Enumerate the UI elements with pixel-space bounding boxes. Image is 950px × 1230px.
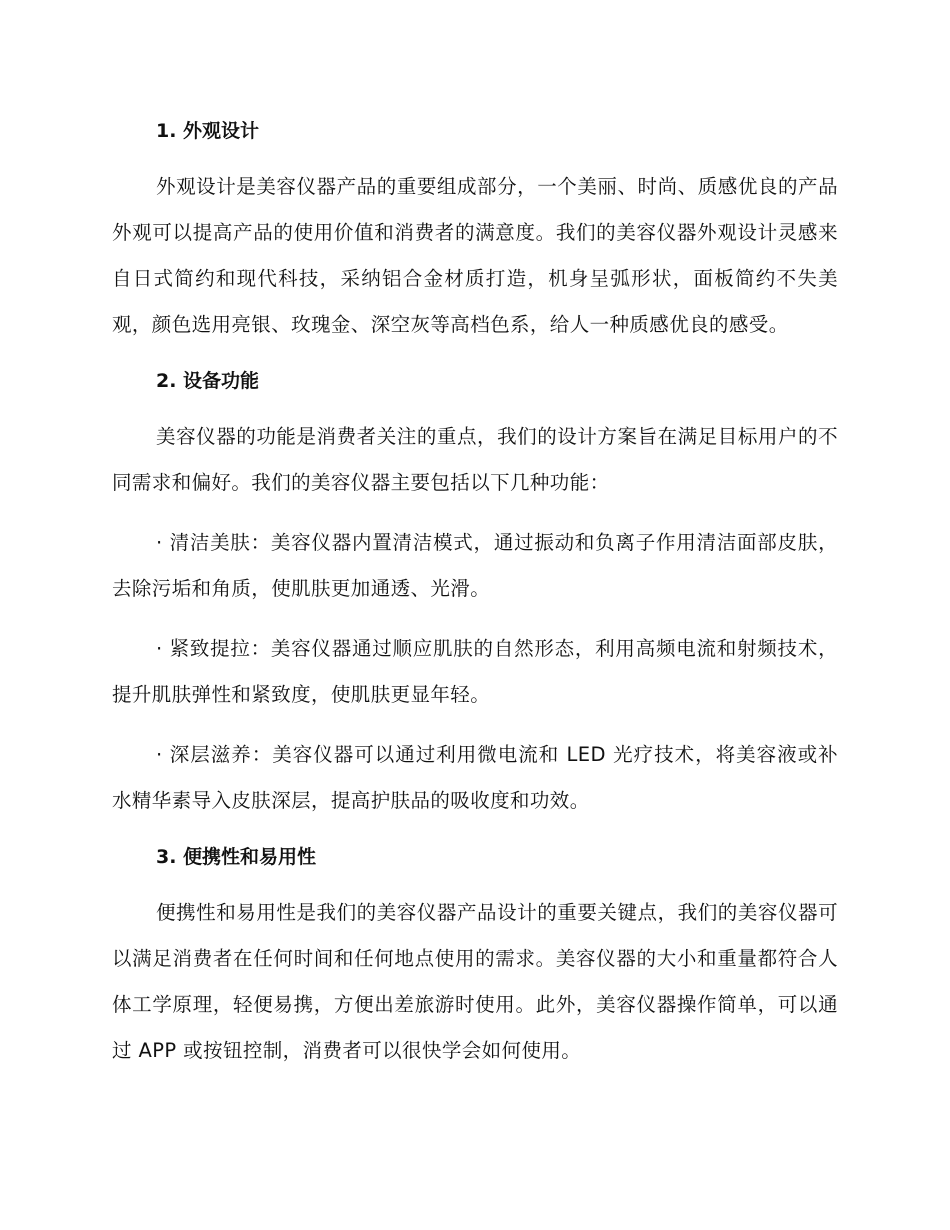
bullet-item-nourishing: · 深层滋养：美容仪器可以通过利用微电流和 LED 光疗技术，将美容液或补水精华素导入皮肤深层，提高护肤品的吸收度和功效。: [112, 743, 838, 812]
bullet-item-firming: · 紧致提拉：美容仪器通过顺应肌肤的自然形态，利用高频电流和射频技术，提升肌肤弹性和紧致度，使肌肤更显年轻。: [112, 637, 838, 706]
section-heading: 1. 外观设计: [156, 120, 260, 142]
section-heading: 2. 设备功能: [156, 370, 260, 392]
section-portability-usability: [112, 838, 838, 1074]
document-page: [112, 112, 838, 1074]
section-heading: 3. 便携性和易用性: [156, 846, 317, 868]
section-paragraph: 美容仪器的功能是消费者关注的重点，我们的设计方案旨在满足目标用户的不同需求和偏好。我们的美容仪器主要包括以下几种功能：: [112, 425, 838, 494]
section-paragraph: 便携性和易用性是我们的美容仪器产品设计的重要关键点，我们的美容仪器可以满足消费者在任何时间和任何地点使用的需求。美容仪器的大小和重量都符合人体工学原理，轻便易携，方便出差旅游时使用。此外，美容仪器操作简单，可以通过 APP 或按钮控制，消费者可以很快学会如何使用。: [112, 901, 838, 1062]
section-appearance-design: [112, 112, 838, 348]
section-paragraph: 外观设计是美容仪器产品的重要组成部分，一个美丽、时尚、质感优良的产品外观可以提高产品的使用价值和消费者的满意度。我们的美容仪器外观设计灵感来自日式简约和现代科技，采纳铝合金材质打造，机身呈弧形状，面板简约不失美观，颜色选用亮银、玫瑰金、深空灰等高档色系，给人一种质感优良的感受。: [112, 175, 838, 336]
bullet-item-cleansing: · 清洁美肤：美容仪器内置清洁模式，通过振动和负离子作用清洁面部皮肤，去除污垢和角质，使肌肤更加通透、光滑。: [112, 531, 838, 600]
section-device-functions: [112, 362, 838, 824]
